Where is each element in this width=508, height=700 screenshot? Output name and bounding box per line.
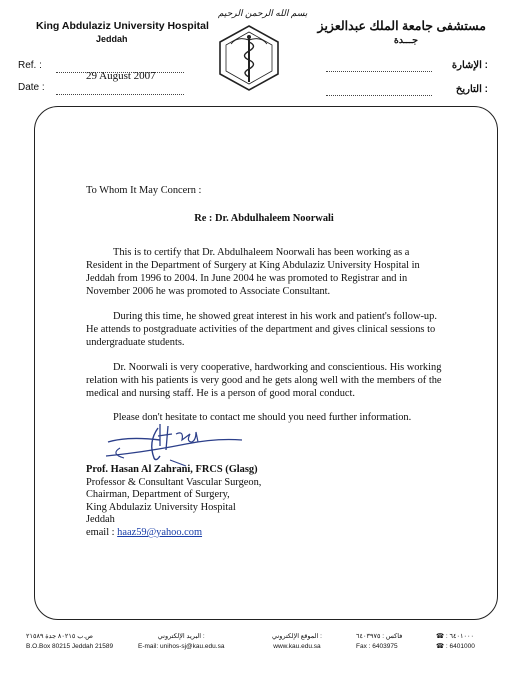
closing-line: Please don't hesitate to contact me should you need further information. bbox=[113, 412, 412, 423]
footer-fax bbox=[356, 632, 402, 652]
hospital-name-ar: مستشفى جامعة الملك عبدالعزيز bbox=[317, 19, 486, 33]
paragraph-1: This is to certify that Dr. Abdulhaleem Noorwali has been working as a Resident in the Department of Surgery at King Abdulaziz University Hospital in Jeddah from 1996 to 2004. In June 2004 he was promoted to Registrar and in November 2006 he was promoted to Associate Consultant. bbox=[86, 247, 420, 297]
date-label-ar: : التاريخ bbox=[455, 84, 488, 95]
footer-web bbox=[272, 632, 322, 652]
footer-email bbox=[138, 632, 224, 652]
subject-line: Re : Dr. Abdulhaleem Noorwali bbox=[194, 213, 334, 224]
bismillah: بسم الله الرحمن الرحيم bbox=[218, 8, 308, 18]
date-dotted-line bbox=[56, 93, 184, 95]
footer-email-ar: البريد الإلكتروني : bbox=[157, 633, 205, 640]
ref-ar-dotted-line bbox=[326, 70, 432, 72]
signatory-name: Prof. Hasan Al Zahrani, FRCS (Glasg) bbox=[86, 464, 258, 475]
footer-web-en[interactable]: www.kau.edu.sa bbox=[273, 643, 321, 650]
footer-phone-en: ☎ : 6401000 bbox=[436, 643, 475, 650]
ref-label-ar: : الإشارة bbox=[451, 60, 488, 71]
salutation: To Whom It May Concern : bbox=[86, 185, 202, 196]
university-logo bbox=[214, 22, 284, 94]
signatory-email-row bbox=[86, 527, 261, 540]
hospital-city-ar: جـــدة bbox=[393, 35, 418, 46]
letterhead-footer bbox=[26, 632, 486, 658]
signatory-city: Jeddah bbox=[86, 514, 115, 526]
letter-body bbox=[86, 184, 442, 424]
date-ar-dotted-line bbox=[326, 94, 432, 96]
footer-email-en[interactable]: E-mail: unihos-sj@kau.edu.sa bbox=[138, 643, 225, 650]
date-label: Date : bbox=[18, 82, 45, 93]
date-value: 29 August 2007 bbox=[86, 70, 156, 82]
footer-pobox bbox=[26, 632, 113, 652]
footer-web-ar: الموقع الإلكتروني : bbox=[272, 633, 322, 640]
footer-fax-en: Fax : 6403975 bbox=[356, 643, 398, 650]
paragraph-2: During this time, he showed great interest in his work and patient's follow-up. He attends to postgraduate activities of the department and gives clinical sessions to undergraduate students. bbox=[86, 311, 437, 348]
hospital-name-en: King Abdulaziz University Hospital bbox=[36, 20, 209, 32]
signatory-title-3: King Abdulaziz University Hospital bbox=[86, 501, 236, 513]
email-link[interactable]: haaz59@yahoo.com bbox=[117, 526, 203, 538]
handwritten-signature bbox=[100, 420, 250, 470]
email-label: email : bbox=[86, 526, 118, 538]
signatory-title-1: Professor & Consultant Vascular Surgeon, bbox=[86, 476, 262, 488]
signatory-title-2: Chairman, Department of Surgery, bbox=[86, 489, 230, 501]
paragraph-3: Dr. Noorwali is very cooperative, hardworking and conscientious. His working relation with his patients is very good and he gets along well with the members of the medical and nursing staff. He is a person of good moral conduct. bbox=[86, 362, 442, 399]
footer-phone bbox=[436, 632, 475, 652]
footer-pobox-en: B.O.Box 80215 Jeddah 21589 bbox=[26, 643, 114, 650]
ref-label: Ref. : bbox=[18, 60, 42, 71]
footer-phone-ar: ☎ : ٦٤٠١٠٠٠ bbox=[436, 633, 474, 640]
hospital-city-en: Jeddah bbox=[96, 34, 128, 44]
footer-fax-ar: فاكس : ٦٤٠٣٩٧٥ bbox=[356, 633, 403, 640]
footer-pobox-ar: ص.ب ٨٠٢١٥ جدة ٢١٥٨٩ bbox=[26, 633, 93, 640]
signature-block bbox=[86, 464, 261, 540]
